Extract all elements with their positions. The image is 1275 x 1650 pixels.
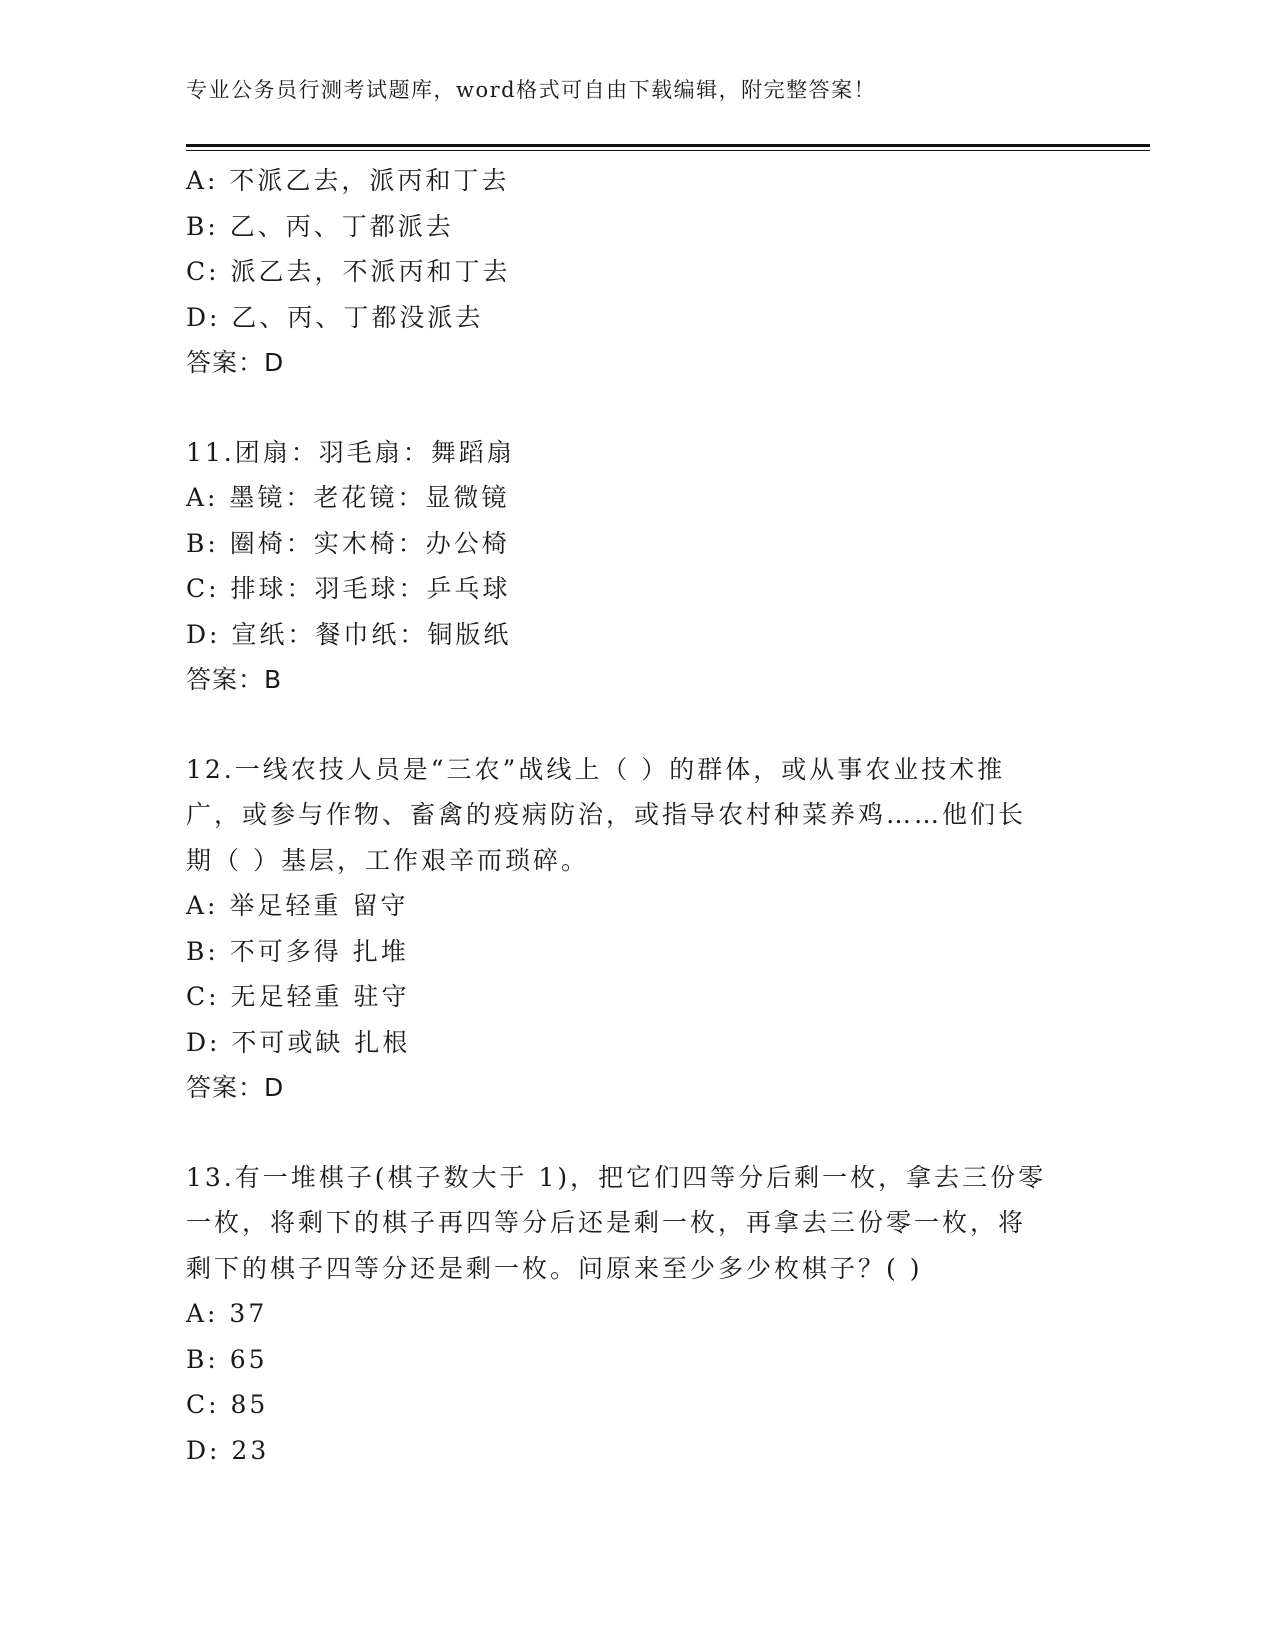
question-11: [186, 430, 1076, 703]
option-c: C: 85: [186, 1390, 269, 1419]
question-stem: 11.团扇：羽毛扇：舞蹈扇: [186, 437, 515, 467]
answer: 答案：D: [186, 1073, 285, 1102]
question-10: [186, 158, 1076, 386]
option-b: B: 不可多得 扎堆: [186, 936, 409, 966]
header-rule-thin: [186, 150, 1150, 151]
option-d: D: 23: [186, 1435, 270, 1465]
question-stem-line: 12.一线农技人员是“三农”战线上（ ）的群体，或从事农业技术推: [186, 754, 1006, 784]
option-c: C: 无足轻重 驻守: [186, 982, 410, 1011]
option-c: C: 派乙去，不派丙和丁去: [186, 257, 511, 286]
option-d: D: 乙、丙、丁都没派去: [186, 302, 484, 332]
question-13: [186, 1155, 1076, 1474]
answer: 答案：B: [186, 665, 283, 694]
spacer: [186, 1111, 1076, 1155]
option-c: C: 排球：羽毛球：乒乓球: [186, 574, 511, 603]
option-a: A: 举足轻重 留守: [186, 891, 409, 920]
option-a: A: 37: [186, 1299, 268, 1328]
question-stem-line: 一枚，将剩下的棋子再四等分后还是剩一枚，再拿去三份零一枚，将: [186, 1208, 1027, 1237]
question-stem-line: 广，或参与作物、畜禽的疫病防治，或指导农村种菜养鸡……他们长: [186, 800, 1027, 829]
spacer: [186, 386, 1076, 430]
question-12: [186, 747, 1076, 1111]
option-b: B: 乙、丙、丁都派去: [186, 211, 454, 241]
option-a: A: 不派乙去，派丙和丁去: [186, 166, 510, 195]
question-content: [186, 158, 1076, 1473]
option-b: B: 圈椅：实木椅：办公椅: [186, 528, 510, 558]
header-rule-thick: [186, 144, 1150, 147]
option-d: D: 宣纸：餐巾纸：铜版纸: [186, 619, 512, 649]
option-a: A: 墨镜：老花镜：显微镜: [186, 483, 510, 512]
spacer: [186, 703, 1076, 747]
answer: 答案：D: [186, 348, 285, 377]
option-d: D: 不可或缺 扎根: [186, 1027, 411, 1057]
question-stem-line: 期（ ）基层，工作艰辛而琐碎。: [186, 845, 589, 875]
page-header: 专业公务员行测考试题库，word格式可自由下载编辑，附完整答案！: [186, 78, 877, 102]
question-stem-line: 剩下的棋子四等分还是剩一枚。问原来至少多少枚棋子？( ): [186, 1253, 923, 1283]
option-b: B: 65: [186, 1344, 268, 1374]
question-stem-line: 13.有一堆棋子(棋子数大于 1)，把它们四等分后剩一枚，拿去三份零: [186, 1162, 1047, 1192]
